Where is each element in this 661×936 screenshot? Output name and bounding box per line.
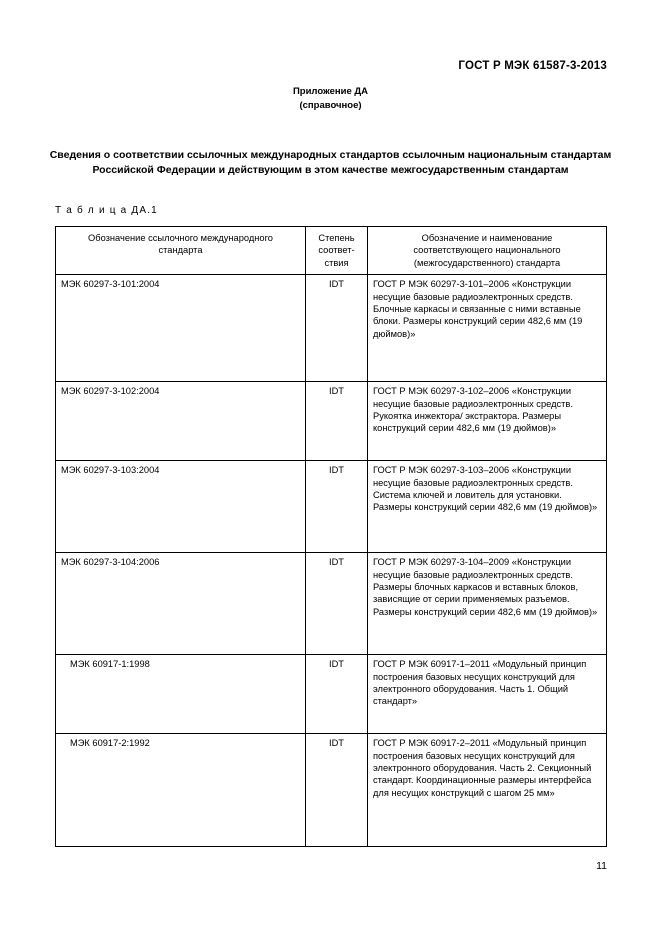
cell-national: ГОСТ Р МЭК 60917-1–2011 «Модульный принцип построения базовых несущих конструкций для электронного оборудования. Часть 1. Общий стандарт» [368,655,607,734]
table-row [56,461,607,553]
cell-reference: МЭК 60297-3-101:2004 [56,275,306,382]
table-header [56,227,607,275]
header-line-1: Обозначение и наименование [421,233,553,243]
table-header-row [56,227,607,275]
table-header-cell-degree [306,227,368,275]
table-header-cell-national [368,227,607,275]
header-line-2: соответ- [318,245,355,256]
annex-subtitle: (справочное) [299,100,362,111]
cell-reference: МЭК 60917-1:1998 [56,655,306,734]
cell-national: ГОСТ Р МЭК 60297-3-104–2009 «Конструкции несущие базовые радиоэлектронных средств. Размеры блочных каркасов и вставных блоков, зависящие от серии применяемых разъемов. Размеры конструкций серии 482,6 мм (19 дюймов)» [368,553,607,655]
cell-national: ГОСТ Р МЭК 60297-3-101–2006 «Конструкции несущие базовые радиоэлектронных средств. Блочные каркасы и связанные с ними вставные блоки. Размеры конструкций серии 482,6 мм (19 дюймов)» [368,275,607,382]
cell-reference: МЭК 60297-3-102:2004 [56,382,306,461]
table-header-cell-reference [56,227,306,275]
table-body [56,275,607,847]
cell-reference: МЭК 60917-2:1992 [56,734,306,847]
table-row [56,734,607,847]
annex-label: Приложение ДА [292,86,369,97]
table-row [56,655,607,734]
header-line-1: Обозначение ссылочного международного [88,233,273,243]
cell-degree: IDT [306,461,368,553]
table-caption: Т а б л и ц а ДА.1 [55,205,158,216]
page-title: Сведения о соответствии ссылочных международных стандартов ссылочным национальным стандартам Российской Федерации и действующим в этом качестве межгосударственным стандартам [49,149,612,176]
cell-national: ГОСТ Р МЭК 60917-2–2011 «Модульный принцип построения базовых несущих конструкций для электронного оборудования. Часть 2. Секционный стандарт. Координационные размеры интерфейса для несущих конструкций с шагом 25 мм» [368,734,607,847]
cell-national: ГОСТ Р МЭК 60297-3-102–2006 «Конструкции несущие базовые радиоэлектронных средств. Рукоятка инжектора/ экстрактора. Размеры конструкций серии 482,6 мм (19 дюймов)» [368,382,607,461]
cell-reference: МЭК 60297-3-104:2006 [56,553,306,655]
header-line-3: ствия [324,257,349,268]
table-row [56,382,607,461]
cell-degree: IDT [306,275,368,382]
header-line-3: (межгосударственного) стандарта [413,257,561,268]
table-row [56,553,607,655]
standard-number: ГОСТ Р МЭК 61587-3-2013 [458,60,607,72]
cell-degree: IDT [306,655,368,734]
correspondence-table [55,226,607,847]
cell-national: ГОСТ Р МЭК 60297-3-103–2006 «Конструкции несущие базовые радиоэлектронных средств. Система ключей и ловитель для установки. Размеры конструкций серии 482,6 мм (19 дюймов)» [368,461,607,553]
header-line-2: соответствующего национального [413,245,561,256]
table-row [56,275,607,382]
cell-degree: IDT [306,553,368,655]
header-line-2: стандарта [158,245,203,256]
cell-degree: IDT [306,382,368,461]
page-number: 11 [596,860,607,872]
header-line-1: Степень [318,233,355,243]
cell-degree: IDT [306,734,368,847]
cell-reference: МЭК 60297-3-103:2004 [56,461,306,553]
